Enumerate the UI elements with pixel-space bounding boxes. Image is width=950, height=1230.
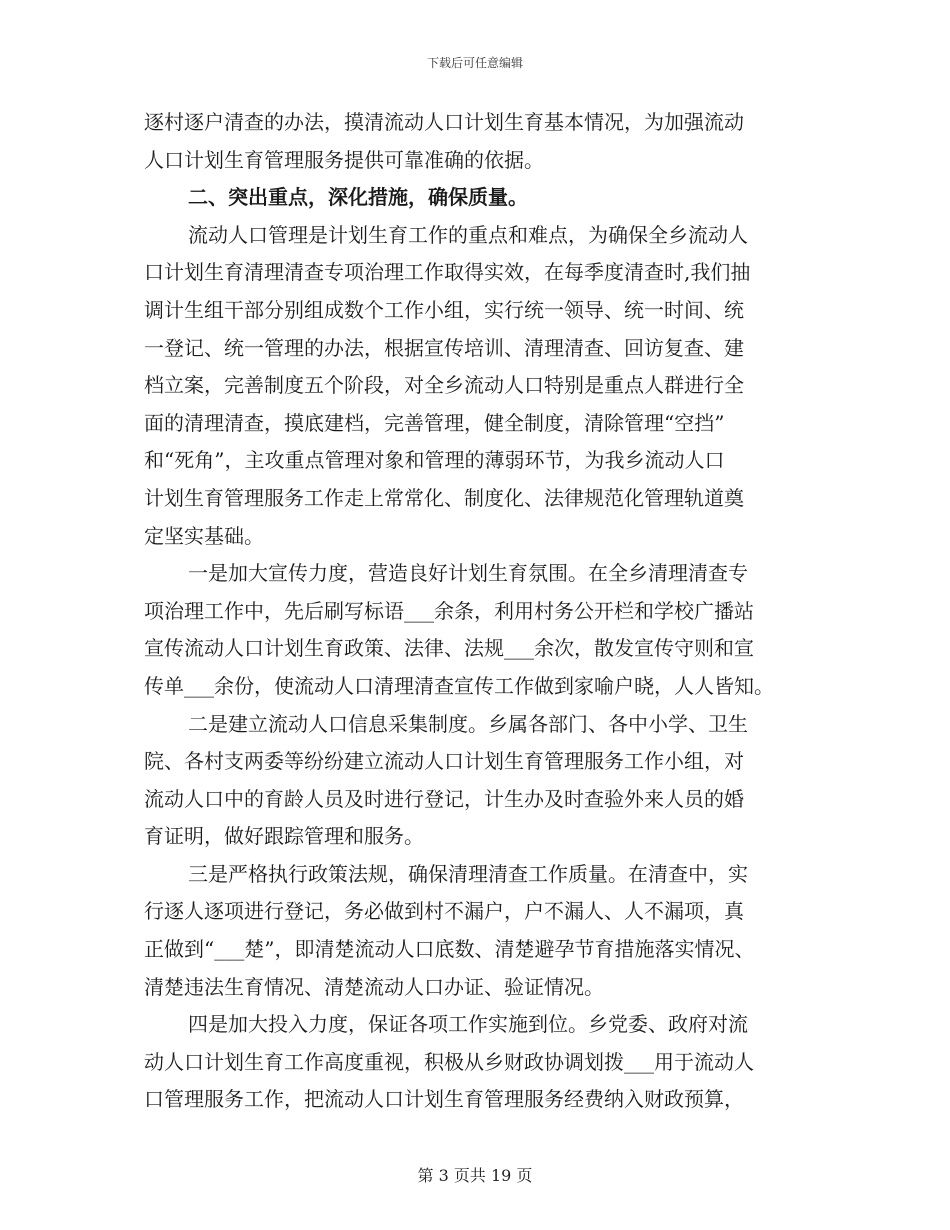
body-line: 院、各村支两委等纷纷建立流动人口计划生育管理服务工作小组，对 xyxy=(144,749,744,774)
body-line: 三是严格执行政策法规，确保清理清查工作质量。在清查中，实 xyxy=(188,861,748,886)
body-line: 四是加大投入力度，保证各项工作实施到位。乡党委、政府对流 xyxy=(188,1012,748,1037)
body-line: 定坚实基础。 xyxy=(144,523,264,548)
body-line: 项治理工作中，先后刷写标语___余条，利用村务公开栏和学校广播站 xyxy=(144,598,754,623)
body-line: 行逐人逐项进行登记，务必做到村不漏户，户不漏人、人不漏项，真 xyxy=(144,899,744,924)
header-note: 下载后可任意编辑 xyxy=(426,56,523,70)
body-line: 传单___余份，使流动人口清理清查宣传工作做到家喻户晓，人人皆知。 xyxy=(144,673,774,698)
body-line: 口计划生育清理清查专项治理工作取得实效，在每季度清查时,我们抽 xyxy=(144,260,751,285)
body-line: 二是建立流动人口信息采集制度。乡属各部门、各中小学、卫生 xyxy=(188,711,748,736)
body-line: 流动人口中的育龄人员及时进行登记，计生办及时查验外来人员的婚 xyxy=(144,786,744,811)
body-line: 面的清理清查，摸底建档，完善管理，健全制度，清除管理“空挡” xyxy=(144,410,725,435)
body-line: 清楚违法生育情况、清楚流动人口办证、验证情况。 xyxy=(144,974,604,999)
body-line: 逐村逐户清查的办法，摸清流动人口计划生育基本情况，为加强流动 xyxy=(144,110,744,134)
body-line: 育证明，做好跟踪管理和服务。 xyxy=(144,824,424,849)
document-body xyxy=(144,104,814,1119)
body-line: 一登记、统一管理的办法，根据宣传培训、清理清查、回访复查、建 xyxy=(144,335,744,360)
body-line: 动人口计划生育工作高度重视，积极从乡财政协调划拨___用于流动人 xyxy=(144,1049,754,1074)
body-line: 宣传流动人口计划生育政策、法律、法规___余次，散发宣传守则和宣 xyxy=(144,636,754,661)
page-number: 第 3 页共 19 页 xyxy=(417,1166,533,1185)
body-line: 口管理服务工作，把流动人口计划生育管理服务经费纳入财政预算， xyxy=(144,1087,744,1112)
body-line: 流动人口管理是计划生育工作的重点和难点，为确保全乡流动人 xyxy=(188,222,748,247)
body-line: 档立案，完善制度五个阶段，对全乡流动人口特别是重点人群进行全 xyxy=(144,373,744,398)
body-line: 一是加大宣传力度，营造良好计划生育氛围。在全乡清理清查专 xyxy=(188,561,748,586)
body-line: 调计生组干部分别组成数个工作小组，实行统一领导、统一时间、统 xyxy=(144,297,744,322)
section-heading: 二、突出重点，深化措施，确保质量。 xyxy=(188,185,528,210)
body-line: 和“死角”，主攻重点管理对象和管理的薄弱环节，为我乡流动人口 xyxy=(144,448,725,473)
body-line: 正做到“___楚”，即清楚流动人口底数、清楚避孕节育措施落实情况、 xyxy=(144,937,755,962)
body-line: 人口计划生育管理服务提供可靠准确的依据。 xyxy=(144,147,544,172)
body-line: 计划生育管理服务工作走上常常化、制度化、法律规范化管理轨道奠 xyxy=(144,485,744,510)
